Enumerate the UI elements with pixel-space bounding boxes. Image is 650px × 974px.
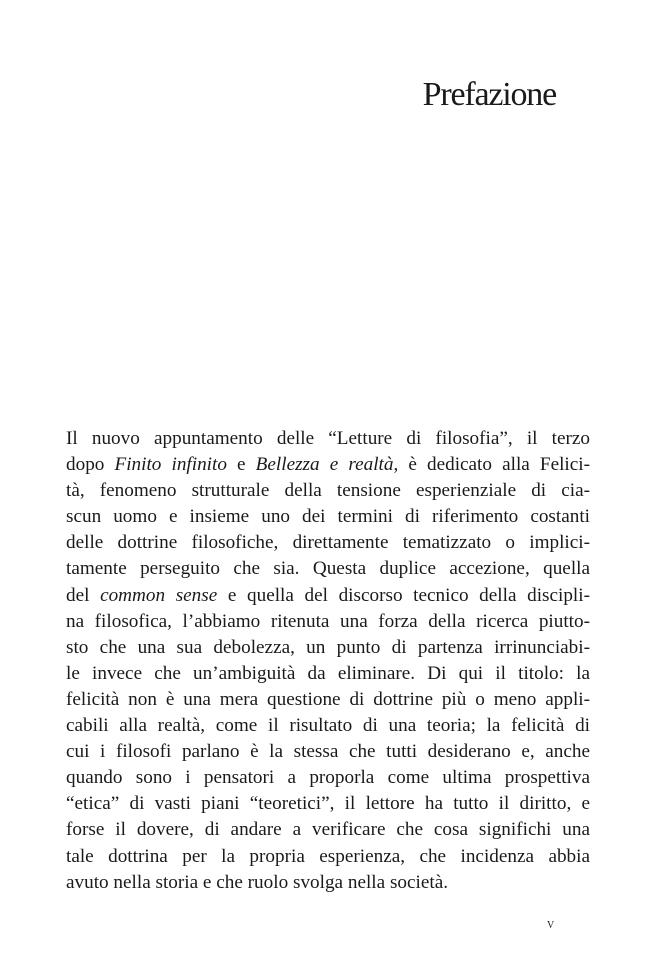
- text-line: scun uomo e insieme uno dei termini di riferimento costanti: [66, 506, 590, 528]
- book-title: Finito infinito: [114, 454, 227, 476]
- preface-paragraph: [66, 426, 590, 896]
- book-title: Bellezza e realtà: [255, 454, 394, 476]
- italic-term: common sense: [100, 584, 218, 606]
- text-line: del common sense e quella del discorso tecnico della discipli-: [66, 584, 590, 606]
- page-number: v: [547, 917, 555, 932]
- text-line: forse il dovere, di andare a verificare che cosa significhi una: [66, 819, 590, 841]
- text-line: cabili alla realtà, come il risultato di una teoria; la felicità di: [66, 715, 590, 737]
- text-line: dopo Finito infinito e Bellezza e realtà, è dedicato alla Felici-: [66, 454, 590, 476]
- text-line: avuto nella storia e che ruolo svolga nella società.: [66, 871, 449, 893]
- text-line: le invece che un’ambiguità da eliminare. Di qui il titolo: la: [66, 662, 590, 684]
- text-line: tà, fenomeno strutturale della tensione esperienziale di cia-: [66, 480, 590, 502]
- text-line: sto che una sua debolezza, un punto di partenza irrinunciabi-: [66, 636, 590, 658]
- text-line: “etica” di vasti piani “teoretici”, il lettore ha tutto il diritto, e: [66, 793, 590, 815]
- text-line: tamente perseguito che sia. Questa duplice accezione, quella: [66, 558, 590, 580]
- text-line: cui i filosofi parlano è la stessa che tutti desiderano e, anche: [66, 741, 590, 763]
- text-line: delle dottrine filosofiche, direttamente tematizzato o implici-: [66, 532, 590, 554]
- text-line: Il nuovo appuntamento delle “Letture di filosofia”, il terzo: [66, 428, 590, 449]
- page-title: Prefazione: [422, 76, 556, 113]
- text-line: na filosofica, l’abbiamo ritenuta una forza della ricerca piutto-: [66, 610, 590, 632]
- text-line: felicità non è una mera questione di dottrine più o meno appli-: [66, 688, 590, 710]
- text-line: quando sono i pensatori a proporla come ultima prospettiva: [66, 767, 590, 789]
- text-line: tale dottrina per la propria esperienza, che incidenza abbia: [66, 845, 590, 867]
